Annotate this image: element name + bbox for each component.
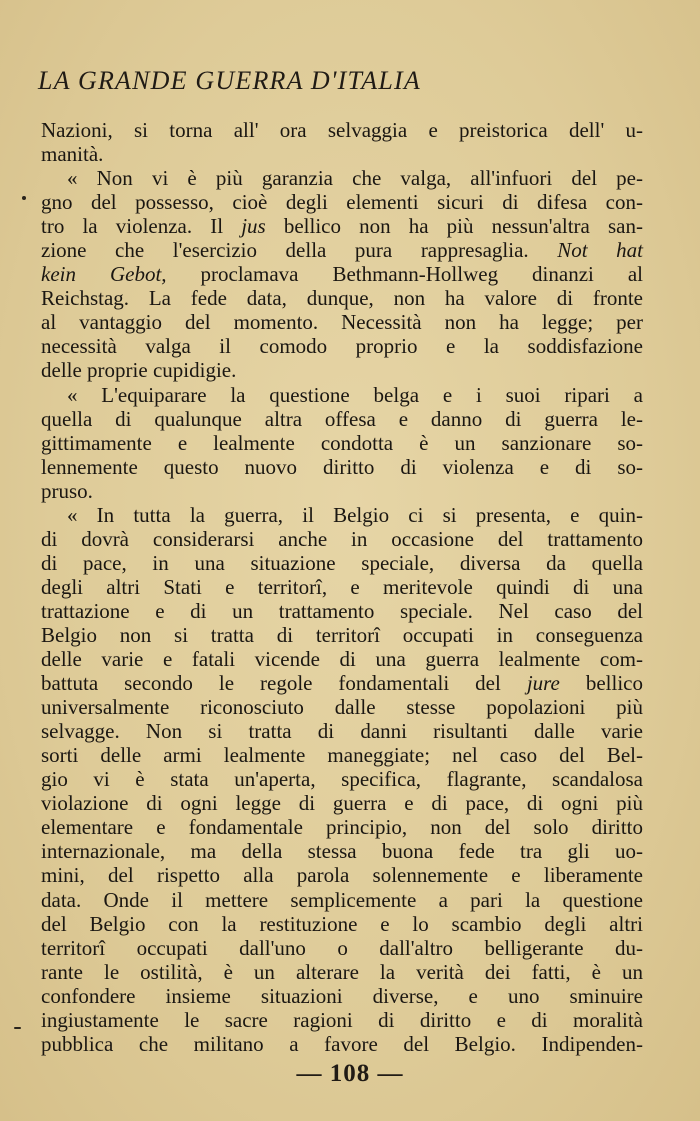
text-line: mini, del rispetto alla parola solennemente e liberamente xyxy=(41,863,643,888)
text-line: pubblica che militano a favore del Belgio. Indipenden- xyxy=(41,1031,643,1056)
text-line: tro la violenza. Il jus bellico non ha più nessun'altra san- xyxy=(41,214,643,239)
text-line: manità. xyxy=(41,142,104,167)
text-line: selvagge. Non si tratta di danni risultanti dalle varie xyxy=(41,719,643,744)
text-line: necessità valga il comodo proprio e la soddisfazione xyxy=(41,334,643,359)
text-line: zione che l'esercizio della pura rappresaglia. Not hat xyxy=(41,238,643,263)
text-line: delle varie e fatali vicende di una guerra lealmente com- xyxy=(41,647,643,672)
text-line: delle proprie cupidigie. xyxy=(41,358,237,383)
text-line: rante le ostilità, è un alterare la verità dei fatti, è un xyxy=(41,959,643,984)
text-line: territorî occupati dall'uno o dall'altro belligerante du- xyxy=(41,935,643,960)
text-line: gittimamente e lealmente condotta è un sanzionare so- xyxy=(41,430,643,455)
text-line: trattazione e di un trattamento speciale. Nel caso del xyxy=(41,598,643,623)
text-line: Belgio non si tratta di territorî occupati in conseguenza xyxy=(41,622,643,647)
text-line: violazione di ogni legge di guerra e di pace, di ogni più xyxy=(41,791,643,816)
text-line: Reichstag. La fede data, dunque, non ha valore di fronte xyxy=(41,286,643,311)
running-head: LA GRANDE GUERRA D'ITALIA xyxy=(38,66,421,95)
body-text xyxy=(41,118,643,1056)
text-line: kein Gebot, proclamava Bethmann-Hollweg dinanzi al xyxy=(41,262,643,287)
text-line: « Non vi è più garanzia che valga, all'infuori del pe- xyxy=(67,166,643,191)
text-line: battuta secondo le regole fondamentali del jure bellico xyxy=(41,671,643,696)
text-line: data. Onde il mettere semplicemente a pari la questione xyxy=(41,887,643,912)
text-line: elementare e fondamentale principio, non del solo diritto xyxy=(41,815,643,840)
text-line: gio vi è stata un'aperta, specifica, flagrante, scandalosa xyxy=(41,767,643,792)
text-line: del Belgio con la restituzione e lo scambio degli altri xyxy=(41,911,643,936)
text-line: confondere insieme situazioni diverse, e uno sminuire xyxy=(41,983,643,1008)
text-line: « In tutta la guerra, il Belgio ci si presenta, e quin- xyxy=(67,502,643,527)
text-line: di pace, in una situazione speciale, diversa da quella xyxy=(41,550,643,575)
text-line: al vantaggio del momento. Necessità non ha legge; per xyxy=(41,310,643,335)
text-line: sorti delle armi lealmente maneggiate; nel caso del Bel- xyxy=(41,743,643,768)
text-line: ingiustamente le sacre ragioni di diritto e di moralità xyxy=(41,1007,643,1032)
text-line: Nazioni, si torna all' ora selvaggia e preistorica dell' u- xyxy=(41,118,643,142)
text-line: universalmente riconosciuto dalle stesse popolazioni più xyxy=(41,695,643,720)
margin-speck xyxy=(14,1027,21,1029)
text-line: quella di qualunque altra offesa e danno di guerra le- xyxy=(41,406,643,431)
text-line: lennemente questo nuovo diritto di violenza e di so- xyxy=(41,454,643,479)
margin-speck xyxy=(22,196,26,200)
text-line: degli altri Stati e territorî, e meritevole quindi di una xyxy=(41,574,643,599)
text-line: « L'equiparare la questione belga e i suoi ripari a xyxy=(67,382,643,407)
text-line: pruso. xyxy=(41,478,93,503)
page-number: — 108 — xyxy=(296,1060,404,1087)
text-line: gno del possesso, cioè degli elementi sicuri di difesa con- xyxy=(41,190,643,215)
text-line: di dovrà considerarsi anche in occasione del trattamento xyxy=(41,526,643,551)
text-line: internazionale, ma della stessa buona fede tra gli uo- xyxy=(41,839,643,864)
